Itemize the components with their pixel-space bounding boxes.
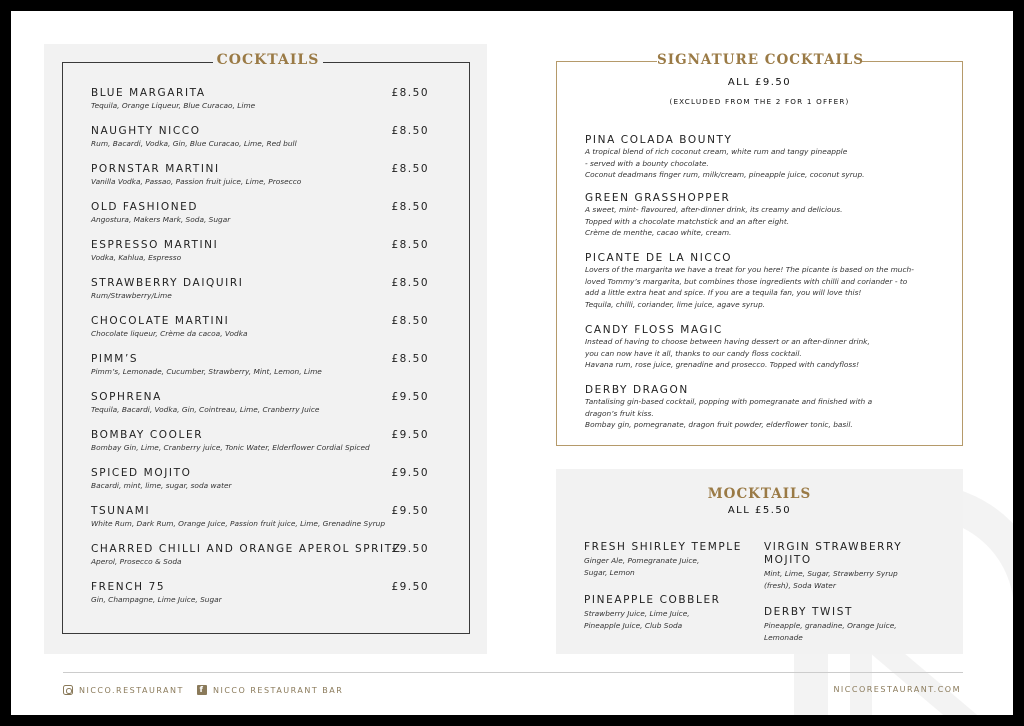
item-description: White Rum, Dark Rum, Orange Juice, Passion fruit juice, Lime, Grenadine Syrup [91,519,386,528]
item-description: A tropical blend of rich coconut cream, white rum and tangy pineapple [585,147,848,156]
item-description: Gin, Champagne, Lime Juice, Sugar [91,595,222,604]
cocktail-item [91,581,451,604]
item-description: Crème de menthe, cacao white, cream. [585,228,732,237]
item-name: VIRGIN STRAWBERRY [764,541,903,553]
instagram-icon [63,685,73,695]
signature-item [585,324,945,371]
item-name: OLD FASHIONED [91,201,199,213]
item-description: Coconut deadmans finger rum, milk/cream, pineapple juice, coconut syrup. [585,170,865,179]
item-description: Vodka, Kahlua, Espresso [91,253,182,262]
item-price: £9.50 [391,581,429,593]
item-price: £9.50 [391,467,429,479]
item-description: Pineapple, granadine, Orange Juice, [764,621,897,630]
item-description: Rum/Strawberry/Lime [91,291,172,300]
item-description: Chocolate liqueur, Crème da cacoa, Vodka [91,329,248,338]
signature-item [585,134,945,181]
item-name: PINA COLADA BOUNTY [585,134,733,146]
facebook-handle: NICCO RESTAURANT BAR [213,685,344,695]
cocktail-item [91,277,451,300]
signature-item [585,384,945,431]
item-description: Mint, Lime, Sugar, Strawberry Syrup [764,569,898,578]
item-description: Sugar, Lemon [584,568,635,577]
cocktail-item [91,87,451,110]
item-name: DERBY DRAGON [585,384,689,396]
item-name: NAUGHTY NICCO [91,125,201,137]
website-link[interactable] [833,685,961,694]
item-description: Instead of having to choose between having dessert or an after-dinner drink, [585,337,870,346]
item-name: FRENCH 75 [91,581,166,593]
item-description: Lovers of the margarita we have a treat for you here! The picante is based on the much- [585,265,914,274]
item-price: £8.50 [391,315,429,327]
item-description: A sweet, mint- flavoured, after-dinner drink, its creamy and delicious. [585,205,843,214]
item-price: £8.50 [391,125,429,137]
item-name: CHOCOLATE MARTINI [91,315,230,327]
cocktail-item [91,201,451,224]
item-name: PORNSTAR MARTINI [91,163,220,175]
item-name: ESPRESSO MARTINI [91,239,219,251]
cocktails-panel [44,44,487,654]
signature-item [585,252,945,310]
cocktail-item [91,163,451,186]
footer-divider [63,672,963,673]
item-description: Strawberry Juice, Lime Juice, [584,609,690,618]
cocktail-item [91,239,451,262]
item-description: Rum, Bacardi, Vodka, Gin, Blue Curacao, Lime, Red bull [91,139,297,148]
facebook-link[interactable] [197,685,343,695]
item-description: - served with a bounty chocolate. [585,158,709,168]
item-name: SOPHRENA [91,391,162,403]
item-description: Bacardi, mint, lime, sugar, soda water [91,481,232,490]
item-price: £8.50 [391,201,429,213]
item-description: you can now have it all, thanks to our candy floss cocktail. [585,348,802,358]
item-price: £9.50 [391,505,429,517]
item-name: PINEAPPLE COBBLER [584,594,721,606]
cocktail-item [91,125,451,148]
item-description: Topped with a chocolate matchstick and an after eight. [585,216,790,226]
item-description: Tequila, Orange Liqueur, Blue Curacao, Lime [91,101,256,110]
item-price: £8.50 [391,239,429,251]
item-name: TSUNAMI [91,505,151,517]
signature-heading: SIGNATURE COCKTAILS [657,52,865,68]
item-name: BOMBAY COOLER [91,429,204,441]
item-price: £9.50 [391,429,429,441]
item-name: FRESH SHIRLEY TEMPLE [584,541,742,553]
item-description: Lemonade [764,633,803,642]
item-description: Bombay gin, pomegranate, dragon fruit powder, elderflower tonic, basil. [585,420,853,429]
facebook-icon: f [197,685,207,695]
cocktail-item [91,467,451,490]
mocktail-item [584,541,754,578]
item-description: Pimm’s, Lemonade, Cucumber, Strawberry, Mint, Lemon, Lime [91,367,322,376]
item-description: Pineapple Juice, Club Soda [584,621,683,630]
signature-price: ALL £9.50 [727,77,792,88]
item-description: Aperol, Prosecco & Soda [91,557,182,566]
mocktails-price: ALL £5.50 [727,505,792,516]
item-price: £9.50 [391,543,429,555]
mocktails-panel [556,469,963,654]
item-description: Vanilla Vodka, Passao, Passion fruit juice, Lime, Prosecco [91,177,302,186]
cocktail-item [91,505,451,528]
cocktail-item [91,391,451,414]
item-price: £8.50 [391,87,429,99]
item-name: PIMM’S [91,353,139,365]
instagram-link[interactable] [63,685,184,695]
item-name: PICANTE DE LA NICCO [585,252,733,264]
item-description: dragon’s fruit kiss. [585,408,654,418]
item-name: SPICED MOJITO [91,467,192,479]
item-price: £8.50 [391,353,429,365]
item-name: CHARRED CHILLI AND ORANGE APEROL SPRITZ [91,543,402,555]
item-description: Angostura, Makers Mark, Soda, Sugar [91,215,231,224]
mocktail-item [764,541,944,591]
cocktail-item [91,543,451,566]
mocktail-item [764,606,944,643]
mocktail-item [584,594,754,631]
item-description: (fresh), Soda Water [764,581,836,590]
cocktails-heading: COCKTAILS [213,52,323,68]
item-name: GREEN GRASSHOPPER [585,192,731,204]
item-price: £9.50 [391,391,429,403]
signature-offer-note: (EXCLUDED FROM THE 2 FOR 1 OFFER) [669,97,850,106]
website-url: NICCORESTAURANT.COM [833,685,961,694]
item-description: Tantalising gin-based cocktail, popping with pomegranate and finished with a [585,397,873,406]
item-name: DERBY TWIST [764,606,853,618]
item-name: BLUE MARGARITA [91,87,206,99]
cocktail-item [91,353,451,376]
item-description: Ginger Ale, Pomegranate Juice, [584,556,700,565]
item-price: £8.50 [391,277,429,289]
item-description: Bombay Gin, Lime, Cranberry juice, Tonic Water, Elderflower Cordial Spiced [91,443,370,452]
cocktail-item [91,315,451,338]
instagram-handle: NICCO.RESTAURANT [79,685,184,695]
item-description: add a little extra heat and spice. If you are a tequila fan, you will love this! [585,288,862,297]
mocktails-heading: MOCKTAILS [707,486,812,502]
item-name: STRAWBERRY DAIQUIRI [91,277,244,289]
item-description: Havana rum, rose juice, grenadine and prosecco. Topped with candyfloss! [585,360,860,369]
item-description: Tequila, chilli, coriander, lime juice, agave syrup. [585,299,766,309]
menu-sheet [11,11,1013,715]
cocktails-frame [62,52,470,634]
item-price: £8.50 [391,163,429,175]
signature-cocktails-panel [556,52,963,446]
item-name: MOJITO [764,554,812,566]
signature-item [585,192,945,239]
cocktail-item [91,429,451,452]
item-description: loved Tommy’s margarita, but combines those ingredients with chilli and coriander - to [585,276,908,286]
item-name: CANDY FLOSS MAGIC [585,324,723,336]
item-description: Tequila, Bacardi, Vodka, Gin, Cointreau, Lime, Cranberry Juice [91,405,320,414]
